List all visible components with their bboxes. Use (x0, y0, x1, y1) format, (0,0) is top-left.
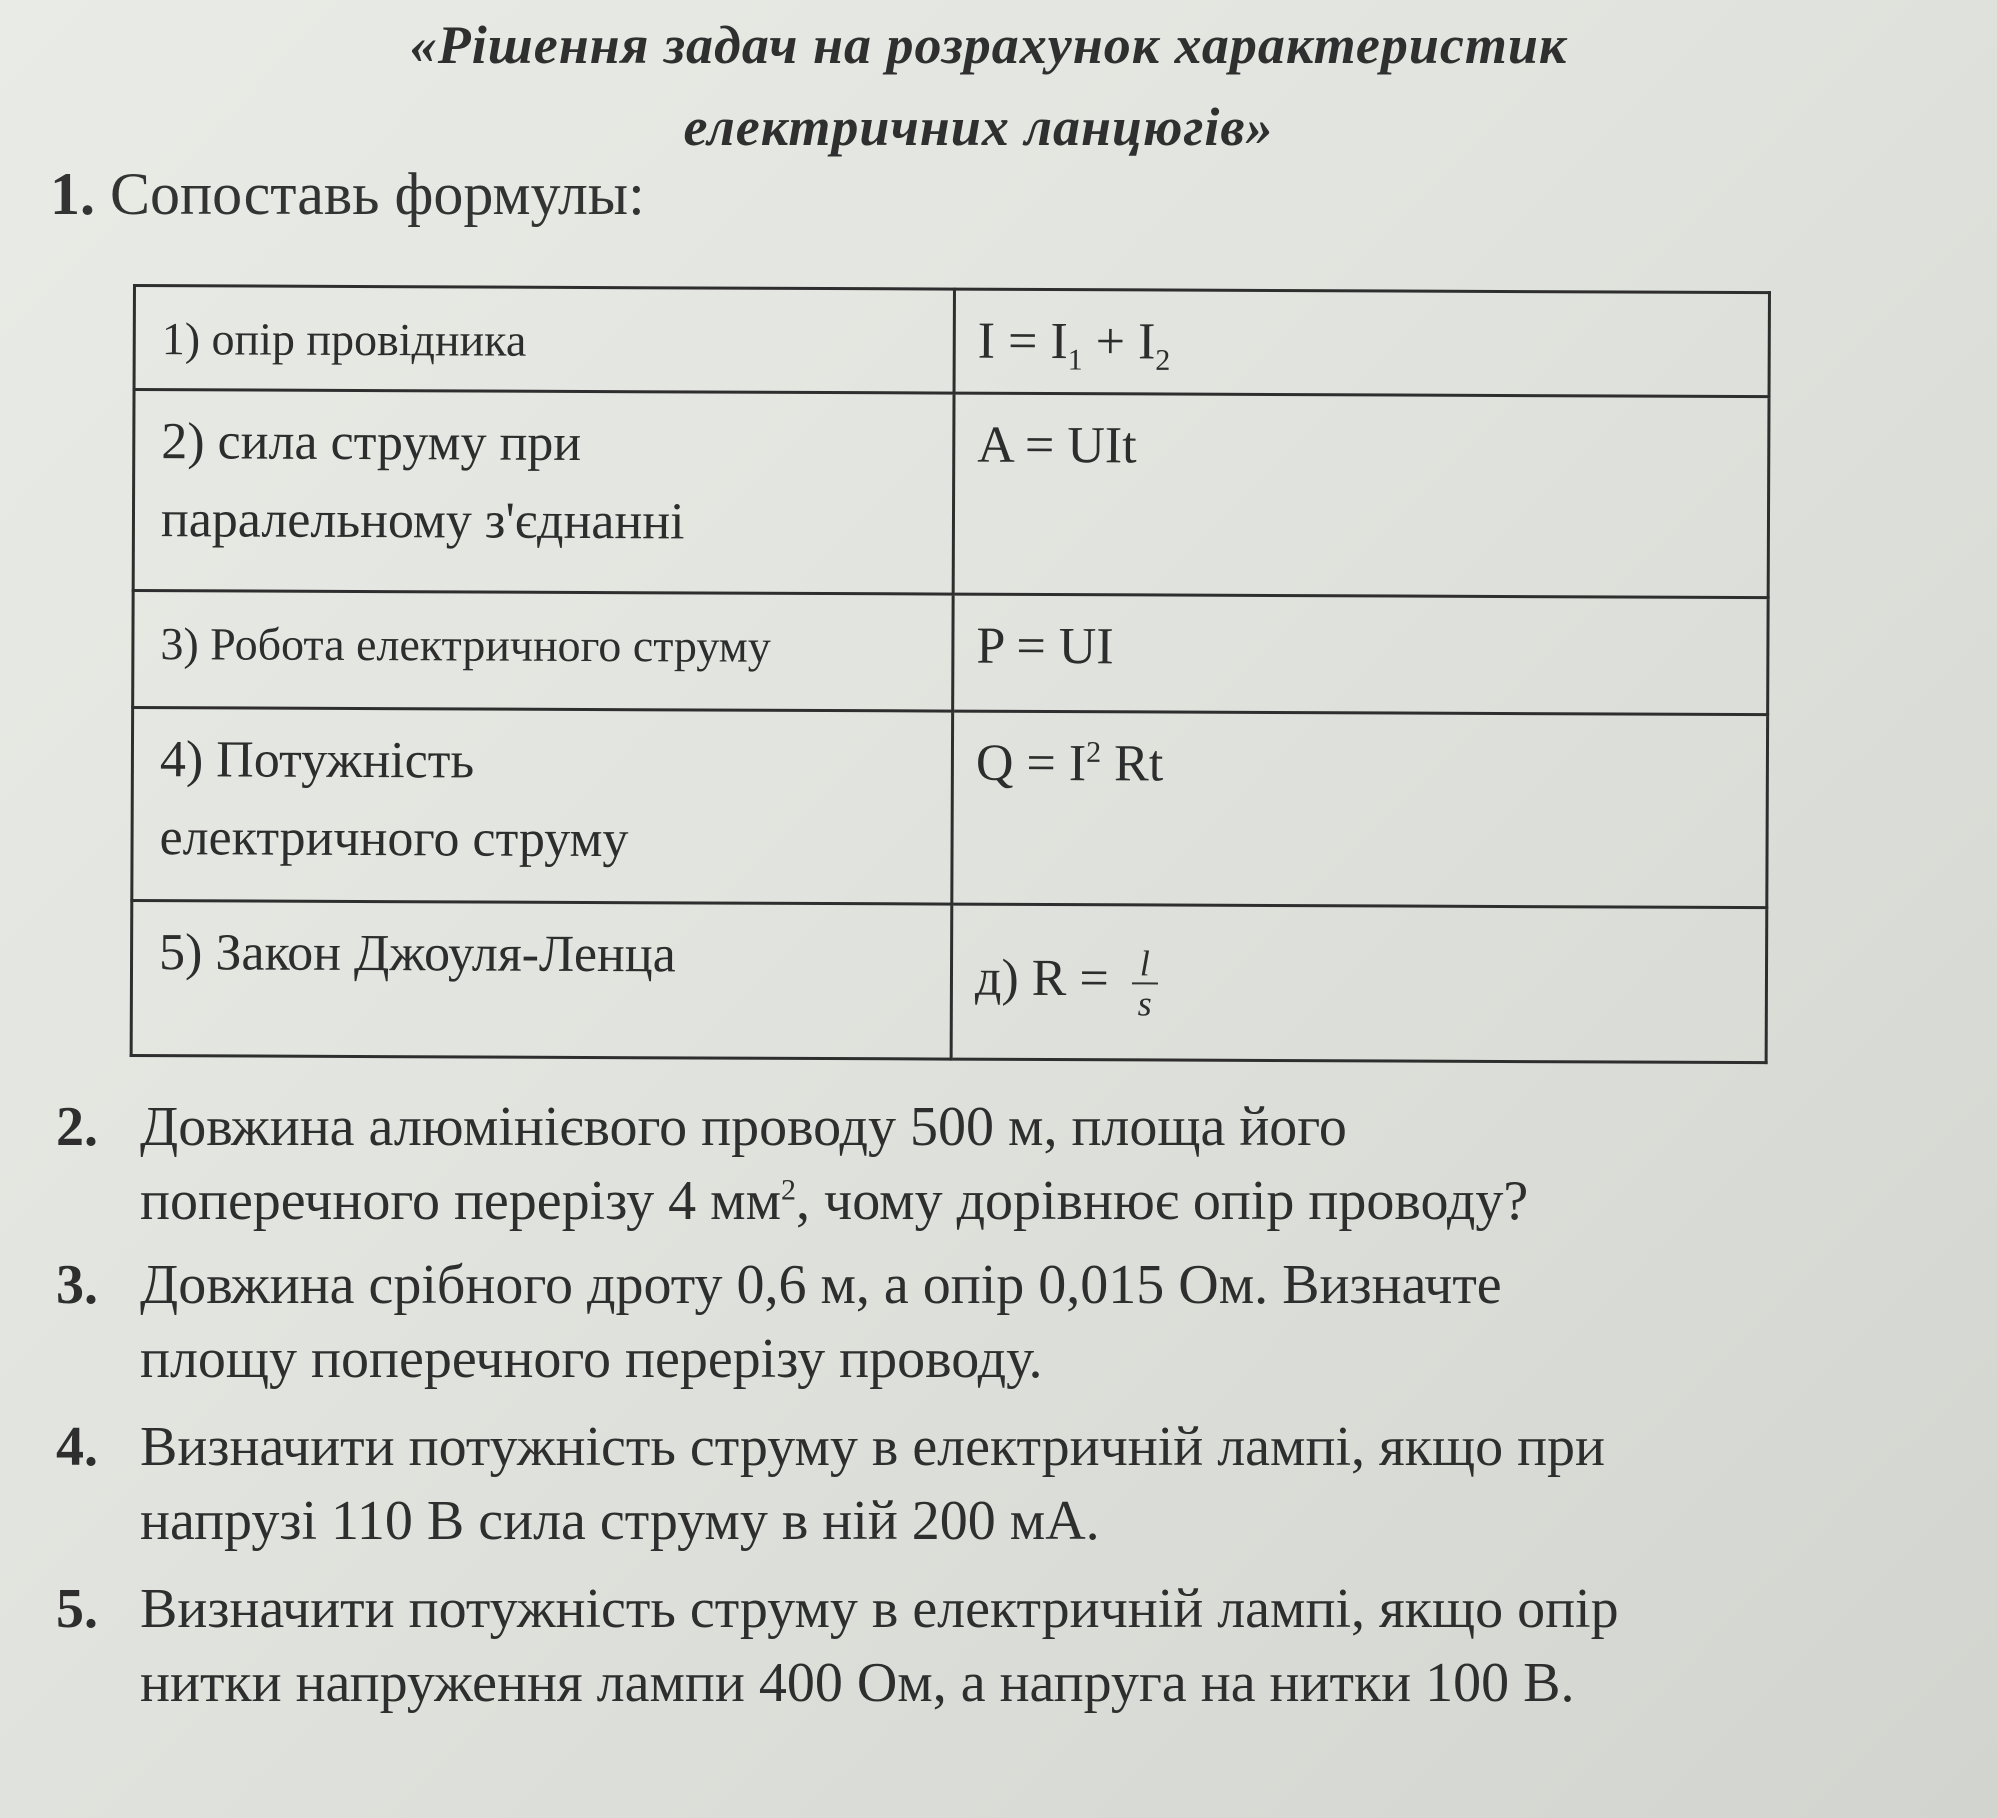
task-line-1: Довжина алюмінієвого проводу 500 м, площа його (140, 1096, 1347, 1158)
task-number: 4. (56, 1416, 98, 1478)
table-cell-formula (954, 289, 1769, 397)
task-line-2: площу поперечного перерізу проводу. (140, 1328, 1043, 1390)
task-line-2: нитки напруження лампи 400 Ом, а напруга на нитки 100 В. (140, 1652, 1575, 1714)
task-number: 5. (56, 1578, 98, 1640)
formula-text: $I = I_1 + I_2$ (977, 312, 1171, 377)
table-cell-formula (951, 904, 1767, 1063)
task-2 (56, 1090, 1956, 1238)
task-line-1: Довжина срібного дроту 0,6 м, а опір 0,015 Ом. Визначте (140, 1254, 1502, 1316)
table-row (134, 286, 1769, 397)
task-5 (56, 1572, 1956, 1720)
task-1-heading (50, 160, 645, 229)
term-text-line-1: 4) Потужність (159, 731, 475, 790)
task-line-2: напрузі 110 В сила струму в ній 200 мА. (140, 1490, 1100, 1552)
task-list (56, 1090, 1956, 1730)
formula-text: P = UI (976, 617, 1114, 676)
formula-matching-table (130, 284, 1771, 1064)
title-line-2: електричних ланцюгів» (683, 97, 1274, 157)
table-cell-formula (952, 711, 1768, 908)
table-row (133, 390, 1769, 598)
fraction: $\frac{l}{s}$ (1132, 944, 1158, 1022)
table-cell-term (131, 901, 952, 1060)
table-cell-term (132, 708, 953, 905)
table-cell-term (133, 591, 954, 712)
table-cell-formula (953, 594, 1769, 715)
task-line-1: Визначити потужність струму в електричній лампі, якщо при (140, 1416, 1606, 1478)
table-cell-formula (953, 393, 1769, 598)
task-line-1: Визначити потужність струму в електричній лампі, якщо опір (140, 1578, 1619, 1640)
term-text-line-2: електричного струму (159, 809, 629, 869)
term-text: 3) Робота електричного струму (160, 618, 771, 672)
task-1-text: Сопоставь формулы: (110, 161, 645, 227)
term-text: 1) опір провідника (161, 313, 527, 366)
term-text-line-2: паралельному з'єднанні (160, 491, 685, 551)
term-text: 5) Закон Джоуля-Ленца (158, 924, 676, 984)
term-text-line-1: 2) сила струму при (161, 413, 582, 472)
task-4 (56, 1410, 1956, 1558)
formula-text: $Q = I^2$ Rt (975, 734, 1164, 793)
table-row (133, 591, 1768, 715)
task-1-number: 1. (50, 161, 95, 227)
table-row (132, 708, 1768, 908)
task-number: 2. (56, 1096, 98, 1158)
task-3 (56, 1248, 1956, 1396)
table-cell-term (133, 390, 954, 595)
task-line-2: поперечного перерізу 4 $мм^2$, чому дорівнює опір проводу? (140, 1170, 1529, 1232)
table-cell-term (134, 286, 954, 394)
task-number: 3. (56, 1254, 98, 1316)
table-row (131, 901, 1767, 1063)
formula-text: A = UIt (977, 416, 1137, 475)
title-line-1: «Рішення задач на розрахунок характеристик (409, 15, 1568, 75)
formula-text: д) R = $\frac{l}{s}$ (975, 940, 1158, 1023)
